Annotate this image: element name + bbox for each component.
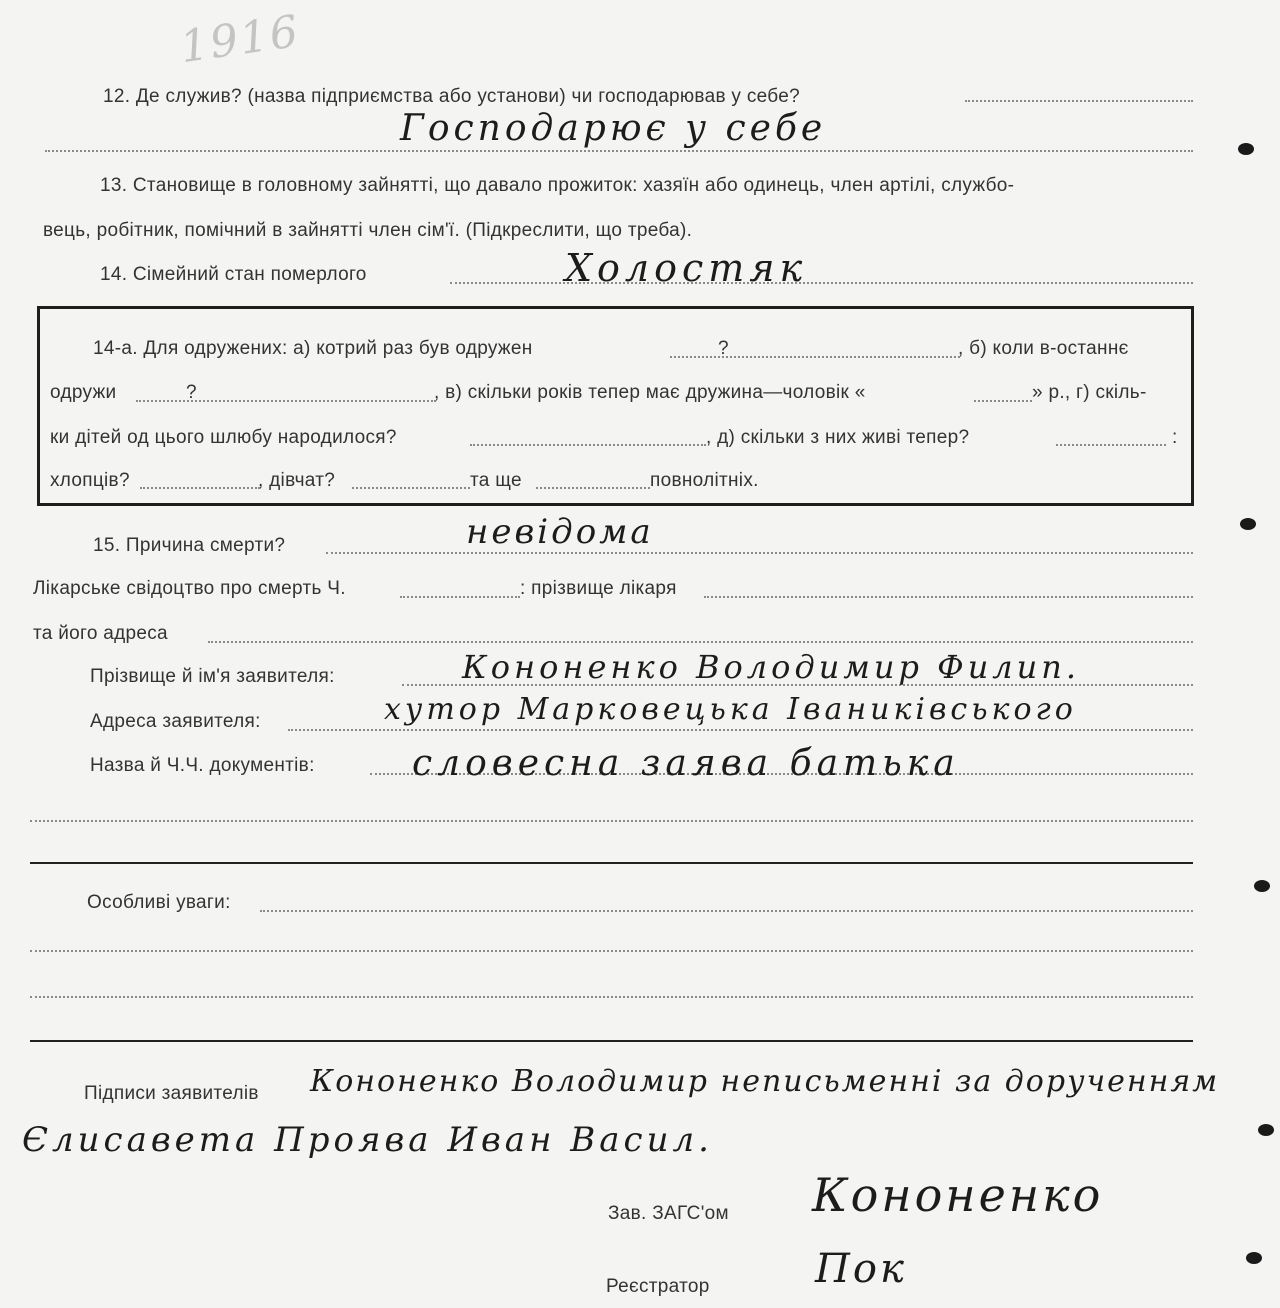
q12-answer-line xyxy=(45,150,1193,152)
doctor-address-label: та його адреса xyxy=(33,623,168,644)
q13-line-1: 13. Становище в головному зайнятті, що давало прожиток: хазяїн або одинець, член артілі, службо- xyxy=(100,175,1015,196)
doctor-name-field xyxy=(704,596,1193,598)
special-notes-line-2 xyxy=(30,950,1193,952)
zags-head-signature: Кононенко xyxy=(812,1168,1104,1222)
q14a-line4-adults: повнолітніх. xyxy=(650,470,759,491)
punch-hole xyxy=(1246,1252,1262,1264)
q14a-line2-text: одружи xyxy=(50,382,117,403)
applicant-address-field xyxy=(288,729,1193,731)
q14-label: 14. Сімейний стан померлого xyxy=(100,264,367,285)
applicant-address-label: Адреса заявителя: xyxy=(90,711,261,732)
special-notes-label: Особливі уваги: xyxy=(87,892,231,913)
zags-head-label: Зав. ЗАГС'ом xyxy=(608,1203,729,1224)
applicant-name-value: Кононенко Володимир Филип. xyxy=(462,648,1081,686)
punch-hole xyxy=(1238,143,1254,155)
applicant-name-label: Прізвище й ім'я заявителя: xyxy=(90,666,335,687)
q14a-line4-girls: , дівчат? xyxy=(258,470,336,491)
punch-hole xyxy=(1258,1124,1274,1136)
medical-certificate-label: Лікарське свідоцтво про смерть Ч. xyxy=(33,578,346,599)
special-notes-line-1 xyxy=(260,910,1193,912)
section-divider-1 xyxy=(30,862,1193,864)
signatures-label: Підписи заявителів xyxy=(84,1083,259,1104)
q14a-spouse-age-field xyxy=(974,400,1032,402)
q12-answer: Господарює у себе xyxy=(400,108,827,149)
q14-dotted-line xyxy=(450,282,1193,284)
q14a-adults-field xyxy=(536,487,650,489)
q14a-line2-text-c: » р., г) скіль- xyxy=(1032,382,1147,403)
registrar-signature: Пок xyxy=(815,1246,907,1292)
q15-dotted-line xyxy=(326,552,1193,554)
documents-value: словесна заява батька xyxy=(412,743,960,784)
q12-label: 12. Де служив? (назва підприємства або установи) чи господарював у себе? xyxy=(103,86,800,107)
punch-hole xyxy=(1254,880,1270,892)
q14a-line1-question: ? xyxy=(718,338,729,359)
q14a-line1-text: 14-а. Для одружених: а) котрий раз був одружен xyxy=(93,338,533,359)
doctor-name-label: : прізвище лікаря xyxy=(520,578,677,599)
signatures-line-1: Кононенко Володимир неписьменні за дорученням xyxy=(310,1064,1220,1099)
q14a-girls-field xyxy=(352,487,470,489)
q15-answer: невідома xyxy=(466,512,654,552)
q14a-line3-text-b: , д) скільки з них живі тепер? xyxy=(706,427,970,448)
punch-hole xyxy=(1240,518,1256,530)
applicant-address-value: хутор Марковецька Іваниківського xyxy=(384,692,1077,727)
q14a-last-married-field xyxy=(136,400,436,402)
signatures-line-2: Єлисавета Проява Иван Васил. xyxy=(22,1120,713,1160)
q14a-line4-more: та ще xyxy=(470,470,522,491)
q14a-boys-field xyxy=(140,487,260,489)
q14a-children-born-field xyxy=(470,444,706,446)
q14a-line1-text-b: , б) коли в-останнє xyxy=(958,338,1129,359)
corner-pencil-note: 1916 xyxy=(177,5,303,74)
q12-dotted-line xyxy=(965,100,1193,102)
q14a-line3-text: ки дітей од цього шлюбу народилося? xyxy=(50,427,397,448)
q14a-marriage-count-field xyxy=(670,356,960,358)
doctor-address-field xyxy=(208,641,1193,643)
q14a-line2-question: ? xyxy=(186,382,197,403)
q14-answer: Холостяк xyxy=(565,246,808,290)
documents-label: Назва й Ч.Ч. документів: xyxy=(90,755,315,776)
q14a-children-alive-field xyxy=(1056,444,1166,446)
extra-dotted-line-1 xyxy=(30,820,1193,822)
registrar-label: Реєстратор xyxy=(606,1276,710,1297)
medical-certificate-number-field xyxy=(400,596,520,598)
q14a-married-box xyxy=(37,306,1194,506)
q14a-line3-colon: : xyxy=(1172,427,1178,448)
q14a-line4-boys: хлопців? xyxy=(50,470,130,491)
section-divider-2 xyxy=(30,1040,1193,1042)
q14a-line2-text-b: , в) скільки років тепер має дружина—чоловік « xyxy=(434,382,866,403)
special-notes-line-3 xyxy=(30,996,1193,998)
q15-label: 15. Причина смерти? xyxy=(93,535,286,556)
q13-line-2: вець, робітник, помічний в зайнятті член сім'ї. (Підкреслити, що треба). xyxy=(43,220,693,241)
